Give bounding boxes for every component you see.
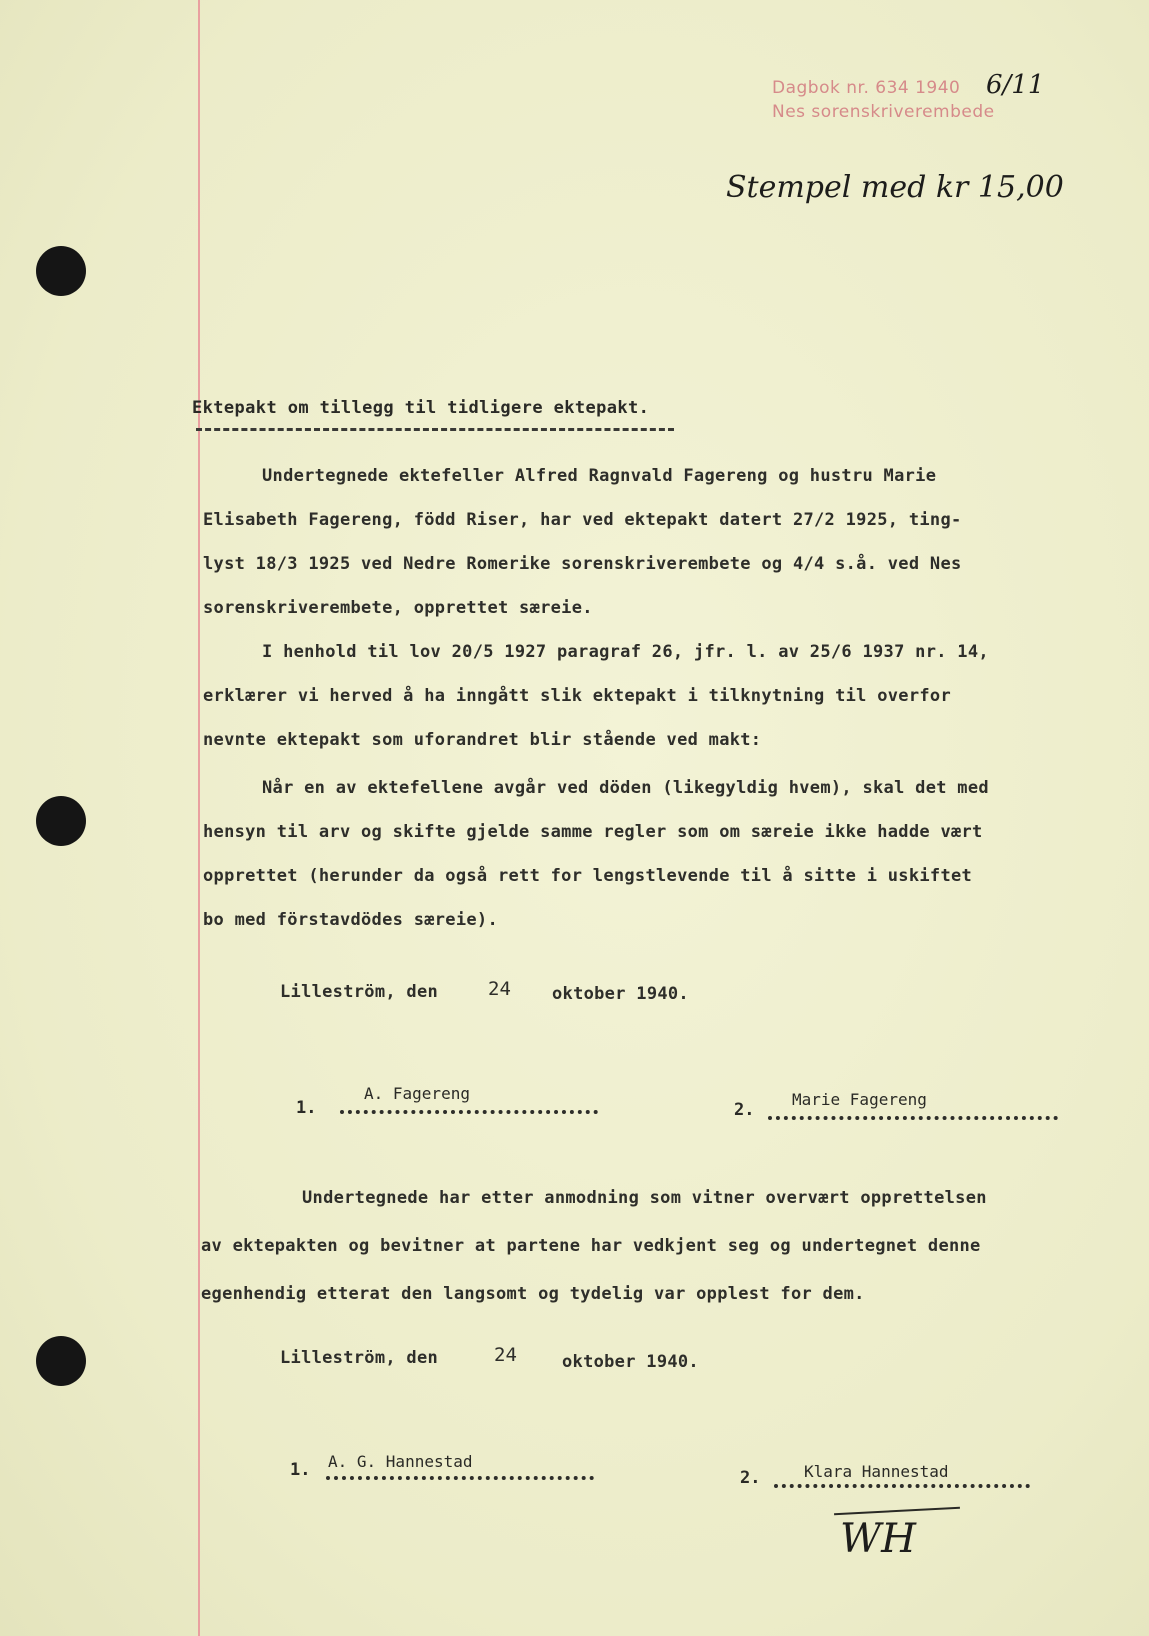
stamp-line-1: Dagbok nr. 634 1940 bbox=[772, 78, 961, 98]
handwritten-date: 6/11 bbox=[986, 70, 1045, 100]
body-line: bo med förstavdödes særeie). bbox=[203, 910, 498, 930]
signature-line bbox=[326, 1476, 594, 1480]
punch-hole-middle bbox=[36, 796, 86, 846]
signature-number: 1. bbox=[290, 1460, 311, 1480]
date-month-year: oktober 1940. bbox=[562, 1352, 699, 1372]
body-line: hensyn til arv og skifte gjelde samme regler som om særeie ikke hadde vært bbox=[203, 822, 983, 842]
initials-underline bbox=[834, 1507, 960, 1516]
body-line: sorenskriverembete, opprettet særeie. bbox=[203, 598, 593, 618]
date-place: Lilleström, den bbox=[280, 982, 439, 1002]
stamp-line-2: Nes sorenskriverembede bbox=[772, 102, 995, 122]
initials: WH bbox=[840, 1516, 916, 1562]
body-line: Elisabeth Fagereng, född Riser, har ved ektepakt datert 27/2 1925, ting- bbox=[203, 510, 962, 530]
punch-hole-bottom bbox=[36, 1336, 86, 1386]
date-month-year: oktober 1940. bbox=[552, 984, 689, 1004]
signature-number: 1. bbox=[296, 1098, 317, 1118]
body-line: Når en av ektefellene avgår ved döden (likegyldig hvem), skal det med bbox=[262, 778, 989, 798]
body-line: I henhold til lov 20/5 1927 paragraf 26, jfr. l. av 25/6 1937 nr. 14, bbox=[262, 642, 989, 662]
heading-underline bbox=[196, 428, 674, 431]
signature-line bbox=[774, 1484, 1030, 1488]
margin-line bbox=[198, 0, 200, 1636]
signature-name: Klara Hannestad bbox=[804, 1462, 949, 1481]
body-line: Undertegnede ektefeller Alfred Ragnvald Fagereng og hustru Marie bbox=[262, 466, 937, 486]
signature-line bbox=[340, 1110, 598, 1114]
signature-name: A. Fagereng bbox=[364, 1084, 470, 1103]
signature-number: 2. bbox=[734, 1100, 755, 1120]
body-line: lyst 18/3 1925 ved Nedre Romerike sorenskriverembete og 4/4 s.å. ved Nes bbox=[203, 554, 962, 574]
signature-line bbox=[768, 1116, 1058, 1120]
signature-name: Marie Fagereng bbox=[792, 1090, 927, 1109]
document-heading: Ektepakt om tillegg til tidligere ektepakt. bbox=[192, 398, 650, 418]
body-line: nevnte ektepakt som uforandret blir stående ved makt: bbox=[203, 730, 762, 750]
witness-line: Undertegnede har etter anmodning som vitner overvært opprettelsen bbox=[302, 1188, 987, 1208]
signature-name: A. G. Hannestad bbox=[328, 1452, 473, 1471]
signature-number: 2. bbox=[740, 1468, 761, 1488]
body-line: opprettet (herunder da også rett for lengstlevende til å sitte i uskiftet bbox=[203, 866, 973, 886]
date-day: 24 bbox=[494, 1344, 517, 1366]
date-day: 24 bbox=[488, 978, 511, 1000]
body-line: erklærer vi herved å ha inngått slik ektepakt i tilknytning til overfor bbox=[203, 686, 951, 706]
witness-line: av ektepakten og bevitner at partene har vedkjent seg og undertegnet denne bbox=[201, 1236, 981, 1256]
date-place: Lilleström, den bbox=[280, 1348, 439, 1368]
witness-line: egenhendig etterat den langsomt og tydelig var opplest for dem. bbox=[201, 1284, 865, 1304]
punch-hole-top bbox=[36, 246, 86, 296]
fee-note: Stempel med kr 15,00 bbox=[726, 170, 1064, 205]
